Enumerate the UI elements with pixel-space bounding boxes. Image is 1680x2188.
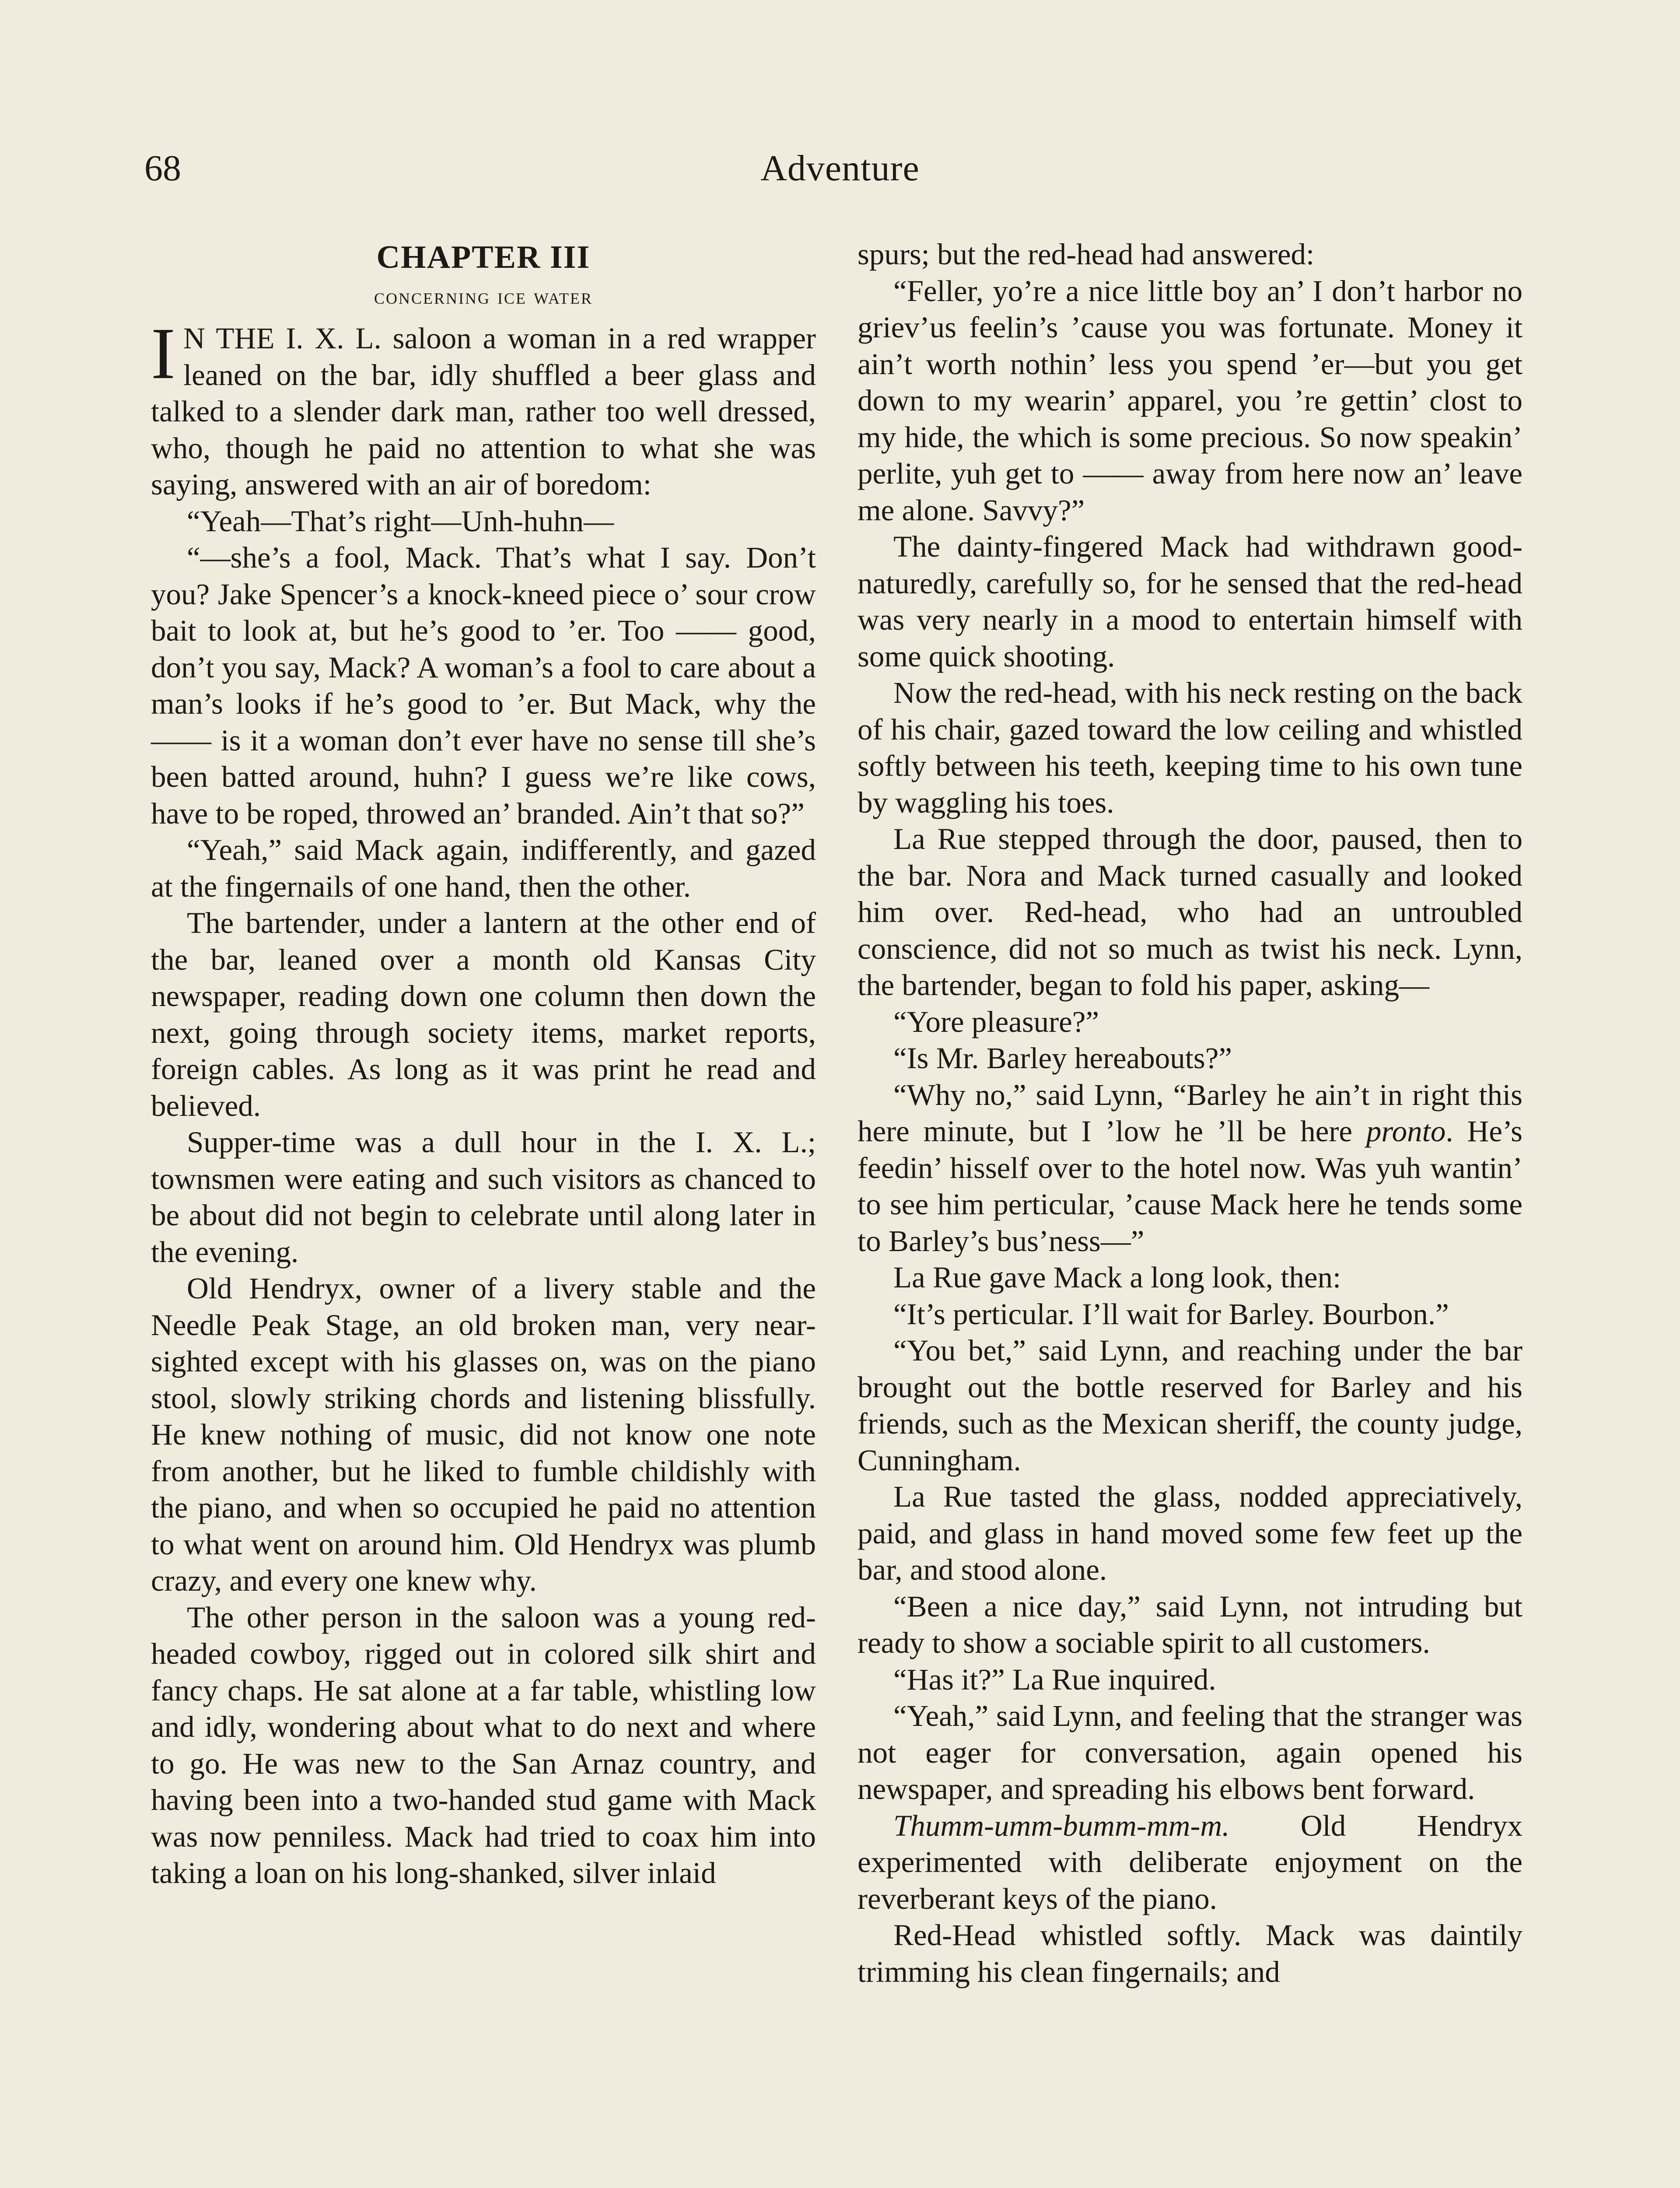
right-column [858,236,1522,1990]
text-run: Old Hendryx experimented with deliberate enjoyment on the reverberant keys of the piano. [858,1809,1522,1915]
paragraph [858,1808,1522,1918]
paragraph: Red-Head whistled softly. Mack was daintily trimming his clean fingernails; and [858,1918,1522,1988]
paragraph [858,1077,1522,1260]
paragraph: “Is Mr. Barley hereabouts?” [893,1041,1232,1075]
italic-text: Thumm-umm-bumm-mm-m. [893,1809,1230,1842]
paragraph: Now the red-head, with his neck resting on the back of his chair, gazed toward the low ceiling and whistled softly between his teeth, keeping time to his own tune by waggling his toes. [858,676,1522,819]
paragraph: “It’s perticular. I’ll wait for Barley. Bourbon.” [893,1297,1449,1331]
text-run: “Why no,” said Lynn, “Barley he ain’t in right this here minute, but I ’low he ’ll be here [858,1078,1522,1148]
chapter-subtitle: concerning ice water [374,284,593,309]
paragraph: “Has it?” La Rue inquired. [893,1662,1216,1696]
paragraph: “Yeah,” said Mack again, indifferently, and gazed at the fingernails of one hand, then the other. [151,833,816,903]
running-head: Adventure [760,148,920,189]
page-number: 68 [144,148,181,189]
paragraph: The other person in the saloon was a young red-headed cowboy, rigged out in colored silk shirt and fancy chaps. He sat alone at a far table, whistling low and idly, wondering about what to do next and where to go. He was new to the San Arnaz country, and having been into a two-handed stud game with Mack was now penniless. Mack had tried to coax him into taking a loan on his long-shanked, silver inlaid [151,1600,816,1890]
page-header [144,144,1536,201]
italic-text: pronto [1366,1115,1446,1148]
drop-cap: I [151,313,175,394]
paragraph: “Feller, yo’re a nice little boy an’ I don’t harbor no griev’us feelin’s ’cause you was fortunate. Money it ain’t worth nothin’ less you spend ’er—but you get down to my wearin’ apparel, you ’re gettin’ clost to my hide, the which is some precious. So now speakin’ perlite, yuh get to —— away from here now an’ leave me alone. Savvy?” [858,274,1522,527]
paragraph: Old Hendryx, owner of a livery stable and the Needle Peak Stage, an old broken man, very near-sighted except with his glasses on, was on the piano stool, slowly striking chords and listening blissfully. He knew nothing of music, did not know one note from another, but he liked to fumble childishly with the piano, and when so occupied he paid no attention to what went on around him. Old Hendryx was plumb crazy, and every one knew why. [151,1272,816,1597]
text-run: . He’s feedin’ hisself over to the hotel now. Was yuh wantin’ to see him perticular, ’cause Mack here he tends some to Barley’s bus’ness—” [858,1115,1522,1258]
paragraph: The bartender, under a lantern at the other end of the bar, leaned over a month old Kansas City newspaper, reading down one column then down the next, going through society items, market reports, foreign cables. As long as it was print he read and believed. [151,906,816,1122]
opening-paragraph [151,313,816,503]
left-column [151,236,816,1892]
chapter-title: CHAPTER III [376,239,591,275]
paragraph-continued: spurs; but the red-head had answered: [858,238,1315,271]
paragraph: “Yore pleasure?” [893,1005,1099,1038]
paragraph: “Yeah,” said Lynn, and feeling that the stranger was not eager for conversation, again opened his newspaper, and spreading his elbows bent forward. [858,1699,1522,1806]
paragraph: La Rue stepped through the door, paused, then to the bar. Nora and Mack turned casually and looked him over. Red-head, who had an untroubled conscience, did not so much as twist his neck. Lynn, the bartender, began to fold his paper, asking— [858,822,1522,1002]
paragraph: The dainty-fingered Mack had withdrawn good-naturedly, carefully so, for he sensed that the red-head was very nearly in a mood to entertain himself with some quick shooting. [858,530,1522,673]
paragraph: La Rue tasted the glass, nodded appreciatively, paid, and glass in hand moved some few feet up the bar, and stood alone. [858,1480,1522,1586]
paragraph: “Been a nice day,” said Lynn, not intruding but ready to show a sociable spirit to all customers. [858,1589,1522,1659]
paragraph: “Yeah—That’s right—Unh-huhn— [187,504,614,538]
paragraph: Supper-time was a dull hour in the I. X. L.; townsmen were eating and such visitors as chanced to be about did not begin to celebrate until along later in the evening. [151,1126,816,1269]
paragraph: La Rue gave Mack a long look, then: [893,1261,1341,1294]
opening-text: N THE I. X. L. saloon a woman in a red wrapper leaned on the bar, idly shuffled a beer glass and talked to a slender dark man, rather too well dressed, who, though he paid no attention to what she was saying, answered with an air of boredom: [151,322,816,501]
paragraph: “You bet,” said Lynn, and reaching under the bar brought out the bottle reserved for Barley and his friends, such as the Mexican sheriff, the county judge, Cunningham. [858,1334,1522,1477]
paragraph: “—she’s a fool, Mack. That’s what I say. Don’t you? Jake Spencer’s a knock-kneed piece o’ sour crow bait to look at, but he’s good to ’er. Too —— good, don’t you say, Mack? A woman’s a fool to care about a man’s looks if he’s good to ’er. But Mack, why the —— is it a woman don’t ever have no sense till she’s been batted around, huhn? I guess we’re like cows, have to be roped, throwed an’ branded. Ain’t that so?” [151,541,816,830]
